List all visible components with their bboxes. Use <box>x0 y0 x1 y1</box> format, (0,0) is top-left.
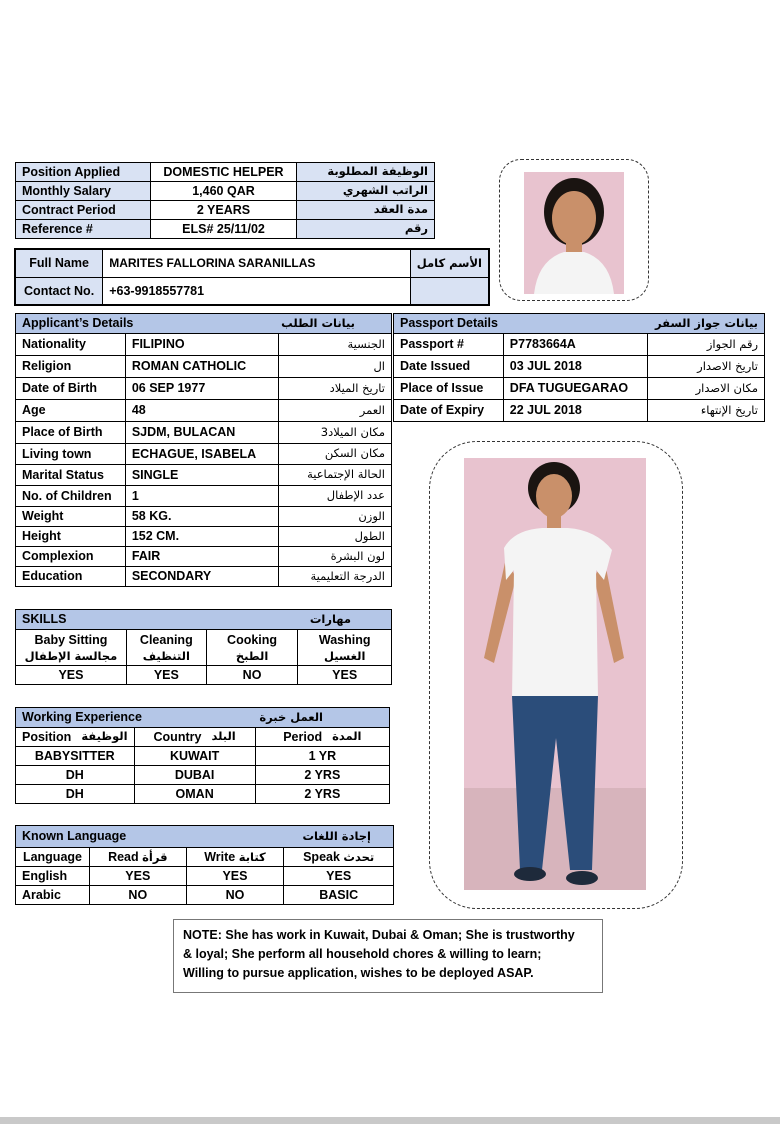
bottom-bar <box>0 1117 780 1124</box>
applicant-label-ar: الجنسية <box>279 334 392 356</box>
applicant-value: 06 SEP 1977 <box>125 378 279 400</box>
applicant-label-ar: مكان الميلاد3 <box>279 422 392 444</box>
experience-cell: OMAN <box>134 785 255 804</box>
position-label-ar: الوظيفة المطلوبة <box>297 163 435 182</box>
skill-name-cell <box>206 630 298 666</box>
position-label: Contract Period <box>16 201 151 220</box>
applicant-row <box>16 465 392 486</box>
applicant-value: FILIPINO <box>125 334 279 356</box>
position-label: Reference # <box>16 220 151 239</box>
full-body-photo <box>464 458 646 890</box>
experience-row <box>16 766 390 785</box>
position-label-ar: مدة العقد <box>297 201 435 220</box>
language-col-en: Write <box>204 849 236 864</box>
language-col-ar: قرأة <box>142 849 168 864</box>
passport-table <box>393 313 765 422</box>
language-col-en: Language <box>22 849 82 864</box>
experience-cell: DH <box>16 766 135 785</box>
applicant-row <box>16 527 392 547</box>
applicant-label: Complexion <box>16 547 126 567</box>
experience-col-header <box>134 728 255 747</box>
applicant-label: Weight <box>16 507 126 527</box>
experience-col-header <box>255 728 389 747</box>
applicant-table <box>15 313 392 587</box>
applicant-label-ar: ال <box>279 356 392 378</box>
passport-label-ar: تاريخ الإنتهاء <box>647 400 764 422</box>
language-col-header <box>284 848 394 867</box>
skill-name: Washing <box>318 632 371 647</box>
applicant-label: Living town <box>16 444 126 465</box>
applicant-row <box>16 378 392 400</box>
language-col-header <box>89 848 186 867</box>
experience-col-en: Position <box>22 729 72 744</box>
language-header-en: Known Language <box>22 829 127 844</box>
applicant-label: Nationality <box>16 334 126 356</box>
experience-col-ar: البلد <box>211 729 236 744</box>
language-cell: Arabic <box>16 886 90 905</box>
experience-cell: 1 YR <box>255 747 389 766</box>
experience-cell: DH <box>16 785 135 804</box>
position-label: Monthly Salary <box>16 182 151 201</box>
applicant-value: 152 CM. <box>125 527 279 547</box>
skills-header-en: SKILLS <box>22 612 67 627</box>
language-cell: YES <box>284 867 394 886</box>
passport-row <box>394 334 765 356</box>
experience-col-ar: المدة <box>332 729 362 744</box>
experience-col-en: Country <box>153 729 202 744</box>
skill-name-cell <box>126 630 206 666</box>
passport-label-ar: تاريخ الاصدار <box>647 356 764 378</box>
passport-header-ar: بيانات جواز السفر <box>655 315 758 330</box>
applicant-label-ar: عدد الإطفال <box>279 486 392 507</box>
language-col-header <box>16 848 90 867</box>
applicant-row <box>16 444 392 465</box>
experience-col-en: Period <box>283 729 323 744</box>
experience-cell: 2 YRS <box>255 785 389 804</box>
applicant-value: 58 KG. <box>125 507 279 527</box>
skill-name: Baby Sitting <box>34 632 108 647</box>
passport-row <box>394 378 765 400</box>
language-col-ar: تحدث <box>343 849 375 864</box>
experience-cell: 2 YRS <box>255 766 389 785</box>
applicant-value: ROMAN CATHOLIC <box>125 356 279 378</box>
language-row <box>16 886 394 905</box>
language-col-header <box>186 848 284 867</box>
applicant-label-ar: الحالة الإجتماعية <box>279 465 392 486</box>
experience-col-header <box>16 728 135 747</box>
passport-value: P7783664A <box>503 334 647 356</box>
passport-header <box>394 314 765 334</box>
applicant-row <box>16 567 392 587</box>
passport-header-en: Passport Details <box>400 316 498 331</box>
applicant-label-ar: لون البشرة <box>279 547 392 567</box>
language-header <box>16 826 394 848</box>
applicant-value: 48 <box>125 400 279 422</box>
applicant-label-ar: العمر <box>279 400 392 422</box>
skill-name-cell <box>298 630 392 666</box>
position-label-ar: رقم <box>297 220 435 239</box>
applicant-header-en: Applicant’s Details <box>22 316 134 331</box>
position-row <box>16 182 435 201</box>
applicant-header <box>16 314 392 334</box>
skills-header-ar: مهارات <box>309 611 351 626</box>
applicant-row <box>16 400 392 422</box>
skill-name-ar: مجالسة الإطفال <box>24 648 118 663</box>
experience-cell: KUWAIT <box>134 747 255 766</box>
identity-table <box>14 248 490 306</box>
passport-row <box>394 356 765 378</box>
applicant-label: Age <box>16 400 126 422</box>
applicant-row <box>16 356 392 378</box>
position-value: 2 YEARS <box>150 201 297 220</box>
applicant-header-ar: بيانات الطلب <box>281 315 355 330</box>
passport-value: 03 JUL 2018 <box>503 356 647 378</box>
position-table <box>15 162 435 239</box>
portrait-photo <box>524 172 624 294</box>
experience-cell: BABYSITTER <box>16 747 135 766</box>
passport-value: 22 JUL 2018 <box>503 400 647 422</box>
applicant-label: Education <box>16 567 126 587</box>
experience-row <box>16 785 390 804</box>
note-line: Willing to pursue application, wishes to be deployed ASAP. <box>183 966 534 980</box>
skill-value: YES <box>126 666 206 685</box>
language-cell: English <box>16 867 90 886</box>
experience-header-en: Working Experience <box>22 710 142 725</box>
applicant-row <box>16 507 392 527</box>
language-cell: YES <box>186 867 284 886</box>
skill-value: YES <box>298 666 392 685</box>
full-name-ar: الأسم كامل <box>410 249 489 277</box>
passport-label-ar: رقم الجواز <box>647 334 764 356</box>
language-table <box>15 825 394 905</box>
position-value: ELS# 25/11/02 <box>150 220 297 239</box>
language-cell: NO <box>89 886 186 905</box>
skill-value: NO <box>206 666 298 685</box>
language-cell: NO <box>186 886 284 905</box>
passport-value: DFA TUGUEGARAO <box>503 378 647 400</box>
applicant-label-ar: الطول <box>279 527 392 547</box>
full-name-label: Full Name <box>15 249 103 277</box>
applicant-label-ar: الدرجة التعليمية <box>279 567 392 587</box>
skill-name-ar: الغسيل <box>323 648 366 663</box>
passport-label: Date Issued <box>394 356 504 378</box>
skill-name-ar: الطبخ <box>235 648 269 663</box>
language-col-en: Speak <box>303 849 340 864</box>
applicant-row <box>16 422 392 444</box>
applicant-label: Religion <box>16 356 126 378</box>
language-row <box>16 867 394 886</box>
applicant-value: SJDM, BULACAN <box>125 422 279 444</box>
note-line: & loyal; She perform all household chores & willing to learn; <box>183 947 542 961</box>
applicant-label: No. of Children <box>16 486 126 507</box>
language-col-en: Read <box>108 849 139 864</box>
experience-table <box>15 707 390 804</box>
skill-name: Cooking <box>227 632 278 647</box>
experience-col-ar: الوظيفة <box>81 729 128 744</box>
portrait-photo-frame <box>499 159 649 301</box>
position-value: 1,460 QAR <box>150 182 297 201</box>
position-label: Position Applied <box>16 163 151 182</box>
experience-row <box>16 747 390 766</box>
skill-value: YES <box>16 666 127 685</box>
note-box <box>173 919 603 993</box>
skills-header <box>16 610 392 630</box>
passport-label: Place of Issue <box>394 378 504 400</box>
applicant-value: FAIR <box>125 547 279 567</box>
applicant-label: Date of Birth <box>16 378 126 400</box>
contact-label: Contact No. <box>15 277 103 305</box>
experience-cell: DUBAI <box>134 766 255 785</box>
applicant-label-ar: تاريخ الميلاد <box>279 378 392 400</box>
full-name-value: MARITES FALLORINA SARANILLAS <box>103 249 411 277</box>
skill-name-cell <box>16 630 127 666</box>
passport-label: Passport # <box>394 334 504 356</box>
language-col-ar: كتابة <box>238 849 266 864</box>
contact-ar-empty <box>410 277 489 305</box>
language-header-ar: إجادة اللغات <box>302 828 371 843</box>
passport-label-ar: مكان الاصدار <box>647 378 764 400</box>
language-cell: YES <box>89 867 186 886</box>
position-row <box>16 163 435 182</box>
skill-name: Cleaning <box>139 632 193 647</box>
full-body-photo-frame <box>429 441 683 909</box>
note-line: NOTE: She has work in Kuwait, Dubai & Oman; She is trustworthy <box>183 928 575 942</box>
applicant-label: Place of Birth <box>16 422 126 444</box>
applicant-value: SECONDARY <box>125 567 279 587</box>
applicant-row <box>16 486 392 507</box>
language-cell: BASIC <box>284 886 394 905</box>
passport-label: Date of Expiry <box>394 400 504 422</box>
skills-table <box>15 609 392 685</box>
contact-value: +63-9918557781 <box>103 277 411 305</box>
position-row <box>16 220 435 239</box>
skill-name-ar: التنظيف <box>142 648 190 663</box>
applicant-row <box>16 547 392 567</box>
applicant-value: 1 <box>125 486 279 507</box>
applicant-label-ar: مكان السكن <box>279 444 392 465</box>
position-value: DOMESTIC HELPER <box>150 163 297 182</box>
position-row <box>16 201 435 220</box>
passport-row <box>394 400 765 422</box>
applicant-label: Height <box>16 527 126 547</box>
applicant-label-ar: الوزن <box>279 507 392 527</box>
applicant-label: Marital Status <box>16 465 126 486</box>
position-label-ar: الراتب الشهري <box>297 182 435 201</box>
applicant-value: ECHAGUE, ISABELA <box>125 444 279 465</box>
experience-header <box>16 708 390 728</box>
applicant-value: SINGLE <box>125 465 279 486</box>
experience-header-ar: العمل خبرة <box>259 709 323 724</box>
applicant-row <box>16 334 392 356</box>
